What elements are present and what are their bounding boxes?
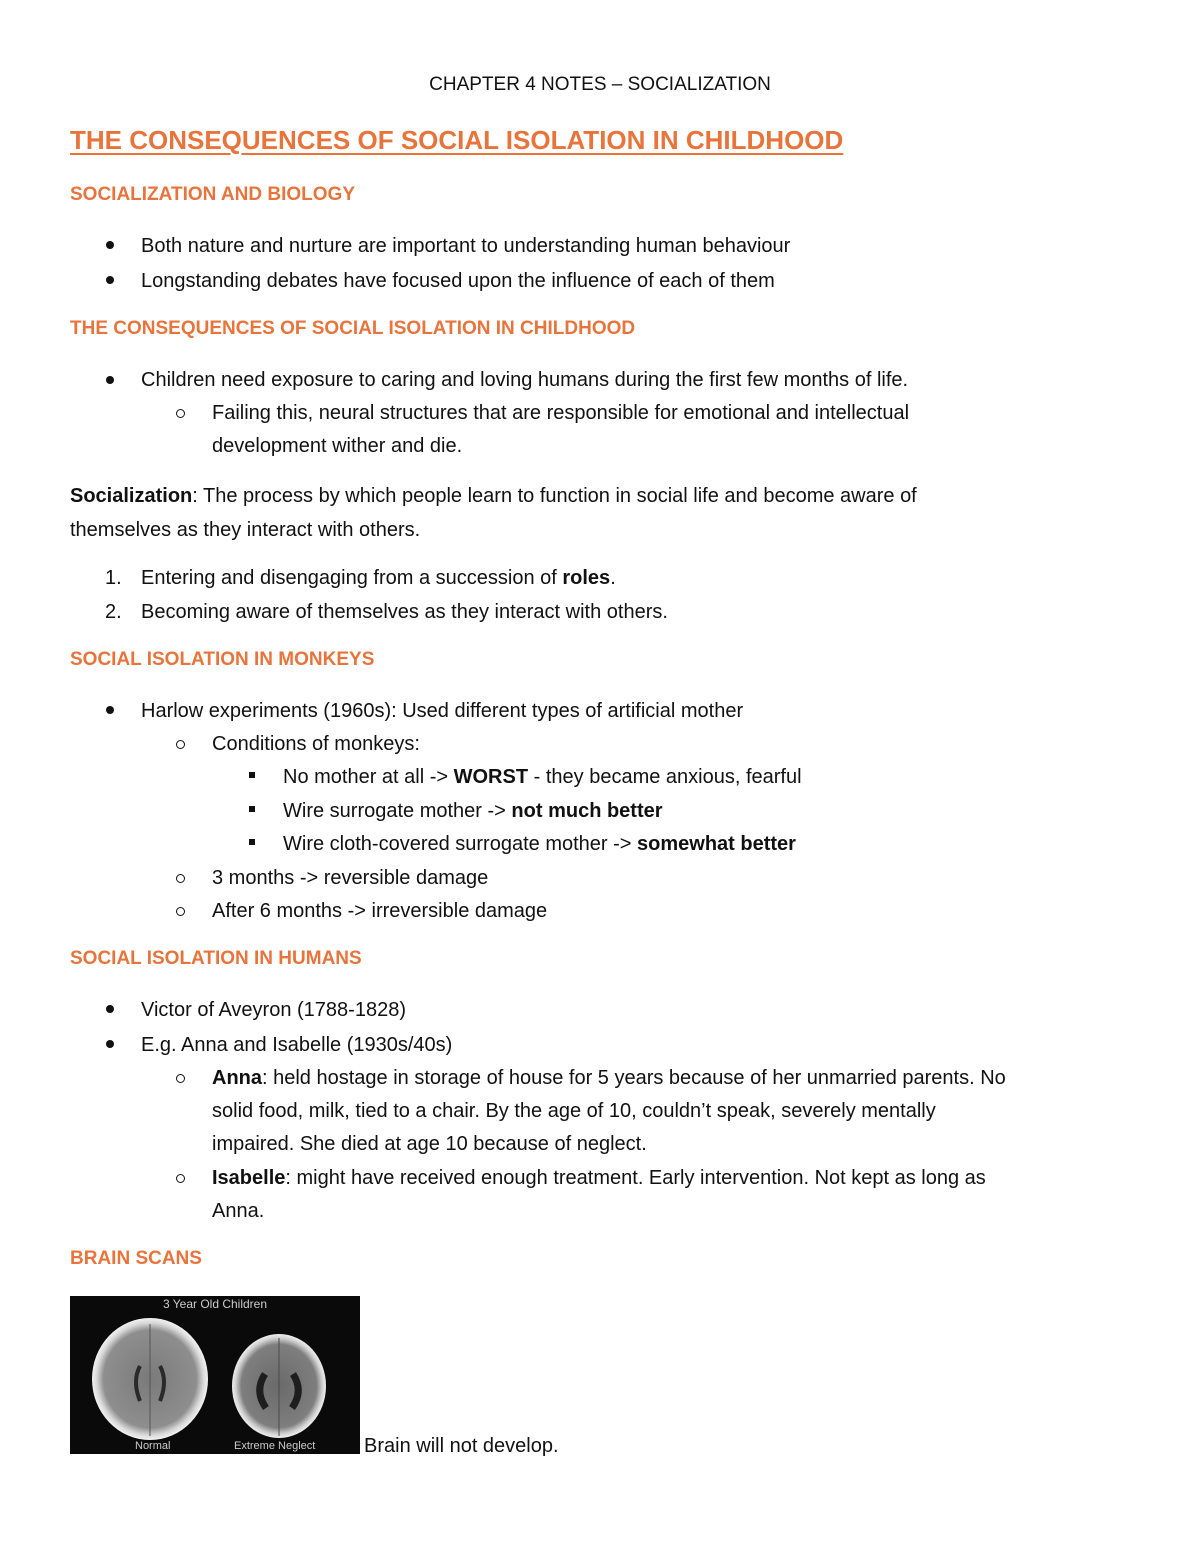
humans-bullet-1: Victor of Aveyron (1788-1828) xyxy=(141,999,406,1021)
bullet-square xyxy=(249,772,255,778)
bullet-dot xyxy=(106,1040,114,1048)
case-text: Wire cloth-covered surrogate mother -> xyxy=(283,833,638,855)
case-bold: somewhat better xyxy=(637,833,796,855)
bullet-circle xyxy=(176,1074,185,1083)
anna-name: Anna xyxy=(212,1067,262,1089)
isabelle-text: : might have received enough treatment. Early intervention. Not kept as long as xyxy=(285,1167,986,1189)
humans-bullet-2: E.g. Anna and Isabelle (1930s/40s) xyxy=(141,1034,453,1056)
item-bold: roles xyxy=(562,567,611,589)
definition-line1 xyxy=(70,484,917,508)
bullet-dot xyxy=(106,276,114,284)
chapter-header: CHAPTER 4 NOTES – SOCIALIZATION xyxy=(429,74,771,95)
case-text: No mother at all -> xyxy=(283,766,454,788)
isabelle-name: Isabelle xyxy=(212,1167,286,1189)
monkeys-case-1 xyxy=(283,765,802,789)
isabelle-line1 xyxy=(212,1166,986,1190)
bullet-square xyxy=(249,806,255,812)
brain-scan-graphic xyxy=(70,1296,360,1454)
bullet-circle xyxy=(176,740,185,749)
case-text: - they became anxious, fearful xyxy=(528,766,802,788)
bullet-dot xyxy=(106,376,114,384)
anna-text: : held hostage in storage of house for 5 years because of her unmarried parents. No xyxy=(262,1067,1006,1089)
scan-title: 3 Year Old Children xyxy=(162,1297,268,1311)
definition-text: : The process by which people learn to function in social life and become aware of xyxy=(192,485,917,507)
monkeys-case-3 xyxy=(283,832,796,856)
bullet-dot xyxy=(106,706,114,714)
item-text: Entering and disengaging from a succession of xyxy=(141,567,563,589)
scan-label-normal: Normal xyxy=(135,1440,171,1452)
bullet-dot xyxy=(106,1005,114,1013)
case-bold: not much better xyxy=(511,800,663,822)
monkeys-irreversible: After 6 months -> irreversible damage xyxy=(212,900,548,922)
heading-monkeys: SOCIAL ISOLATION IN MONKEYS xyxy=(70,649,375,670)
anna-line1 xyxy=(212,1066,1006,1090)
bullet-circle xyxy=(176,907,185,916)
bullet-circle xyxy=(176,874,185,883)
scan-label-neglect: Extreme Neglect xyxy=(234,1440,316,1452)
isabelle-line2: Anna. xyxy=(212,1200,265,1222)
heading-humans: SOCIAL ISOLATION IN HUMANS xyxy=(70,948,362,969)
monkeys-conditions: Conditions of monkeys: xyxy=(212,733,420,755)
definition-item-2: Becoming aware of themselves as they interact with others. xyxy=(141,601,668,623)
consequences-bullet: Children need exposure to caring and loving humans during the first few months of life. xyxy=(141,369,909,391)
bullet-dot xyxy=(106,241,114,249)
bullet-circle xyxy=(176,1174,185,1183)
case-bold: WORST xyxy=(453,766,529,788)
bullet-square xyxy=(249,839,255,845)
item-text: . xyxy=(610,567,616,589)
biology-bullet-2: Longstanding debates have focused upon the influence of each of them xyxy=(141,270,775,292)
definition-item-1 xyxy=(141,566,616,590)
main-title: THE CONSEQUENCES OF SOCIAL ISOLATION IN CHILDHOOD xyxy=(70,125,844,155)
definition-line2: themselves as they interact with others. xyxy=(70,519,421,541)
monkeys-case-2 xyxy=(283,799,663,823)
consequences-sub-line1: Failing this, neural structures that are responsible for emotional and intellectual xyxy=(212,402,910,424)
brain-caption: Brain will not develop. xyxy=(364,1435,559,1457)
monkeys-bullet: Harlow experiments (1960s): Used different types of artificial mother xyxy=(141,700,744,722)
anna-line2: solid food, milk, tied to a chair. By the age of 10, couldn’t speak, severely mentally xyxy=(212,1100,936,1122)
consequences-sub-line2: development wither and die. xyxy=(212,435,463,457)
case-text: Wire surrogate mother -> xyxy=(283,800,512,822)
anna-line3: impaired. She died at age 10 because of neglect. xyxy=(212,1133,647,1155)
heading-consequences: THE CONSEQUENCES OF SOCIAL ISOLATION IN CHILDHOOD xyxy=(70,318,636,339)
heading-brain-scans: BRAIN SCANS xyxy=(70,1248,202,1269)
heading-biology: SOCIALIZATION AND BIOLOGY xyxy=(70,184,355,205)
brain-scan-image xyxy=(70,1296,360,1454)
list-number: 2. xyxy=(105,601,122,623)
list-number: 1. xyxy=(105,567,122,589)
bullet-circle xyxy=(176,409,185,418)
biology-bullet-1: Both nature and nurture are important to understanding human behaviour xyxy=(141,235,791,257)
monkeys-reversible: 3 months -> reversible damage xyxy=(212,867,489,889)
definition-term: Socialization xyxy=(70,485,193,507)
